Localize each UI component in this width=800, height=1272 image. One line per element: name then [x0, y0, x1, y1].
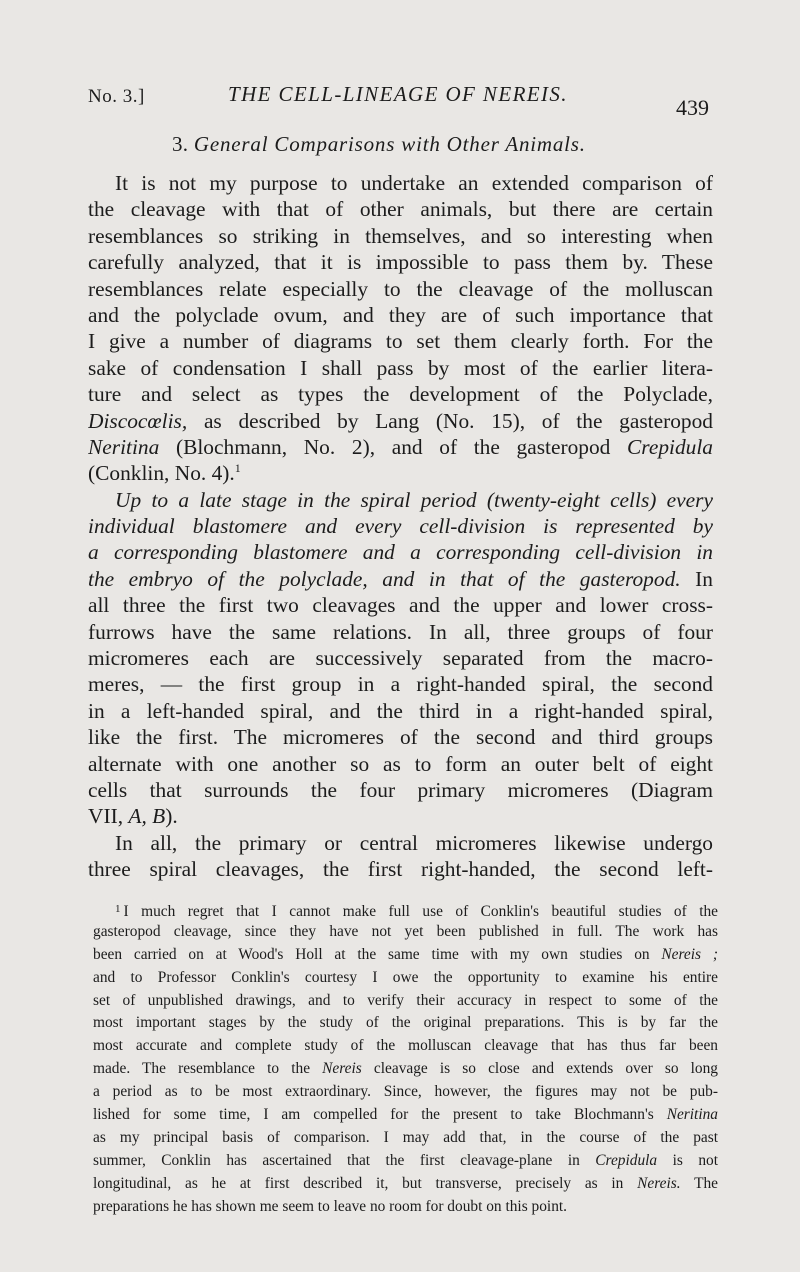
text-line	[88, 645, 713, 671]
text-run: individual blastomere and every cell-division is represented by	[88, 514, 713, 539]
italic-text: the embryo of the polyclade, and in that of the gasteropod.	[88, 566, 681, 591]
running-title: THE CELL-LINEAGE OF NEREIS.	[228, 82, 568, 106]
text-line	[88, 751, 713, 777]
text-run: as my principal basis of comparison. I may add that, in the course of the past	[93, 1128, 718, 1146]
text-line	[93, 1035, 718, 1058]
text-run: resemblances so striking in themselves, and so interesting when	[88, 223, 713, 248]
footnote-marker: 1	[115, 903, 121, 915]
text-run: preparations he has shown me seem to leave no room for doubt on this point.	[93, 1197, 568, 1215]
text-run: is not	[657, 1151, 718, 1169]
text-line	[88, 856, 713, 882]
text-run: made. The resemblance to the	[93, 1060, 323, 1078]
text-run: the cleavage with that of other animals, but there are certain	[88, 197, 713, 222]
italic-text: Crepidula	[595, 1151, 658, 1169]
text-line	[88, 830, 713, 856]
text-run: meres, — the first group in a right-handed spiral, the second	[88, 672, 713, 697]
text-line	[93, 898, 718, 921]
text-line	[93, 1150, 718, 1173]
text-line	[88, 170, 713, 196]
italic-text: Crepidula	[627, 434, 713, 459]
text-run: In	[680, 566, 713, 591]
text-run: It is not my purpose to undertake an extended comparison of	[115, 171, 713, 195]
italic-text: A, B	[128, 804, 166, 829]
text-line	[88, 619, 713, 645]
page-number: 439	[676, 95, 709, 120]
text-run: Up to a late stage in the spiral period (twenty-eight cells) every	[115, 487, 713, 512]
text-line	[88, 724, 713, 750]
text-line	[88, 698, 713, 724]
text-line	[88, 671, 713, 697]
text-run: a corresponding blastomere and a corresponding cell-division in	[88, 540, 713, 565]
text-line	[93, 1012, 718, 1035]
text-line	[88, 539, 713, 565]
text-line	[93, 1196, 718, 1219]
text-line	[88, 777, 713, 803]
text-line	[88, 566, 713, 592]
text-line	[88, 328, 713, 354]
issue-label: No. 3.]	[88, 86, 145, 107]
text-run: ture and select as types the development of the Polyclade,	[88, 382, 713, 407]
text-run: ).	[165, 804, 178, 829]
text-line	[88, 408, 713, 434]
text-run: lished for some time, I am compelled for the present to take Blochmann's	[93, 1106, 667, 1124]
italic-text: Neritina	[666, 1106, 718, 1124]
text-run: VII,	[88, 804, 129, 829]
text-line	[93, 990, 718, 1013]
section-heading	[172, 132, 586, 157]
text-run: micromeres each are successively separated from the macro-	[88, 646, 713, 671]
text-line	[88, 513, 713, 539]
text-run: and the polyclade ovum, and they are of such importance that	[88, 302, 713, 327]
text-line	[88, 434, 713, 460]
text-line	[93, 944, 718, 967]
text-run: as described by Lang (No. 15), of the gasteropod	[187, 408, 713, 433]
text-line	[88, 460, 713, 486]
text-run: been carried on at Wood's Holl at the same time with my own studies on	[93, 945, 662, 963]
italic-text: Nereis.	[637, 1174, 681, 1192]
text-run: In all, the primary or central micromeres likewise undergo	[115, 830, 713, 855]
text-run: longitudinal, as he at first described it, but transverse, precisely as in	[93, 1174, 638, 1192]
body-text	[88, 170, 713, 883]
text-line	[93, 1058, 718, 1081]
text-run: carefully analyzed, that it is impossible to pass them by. These	[88, 250, 713, 275]
text-line	[88, 196, 713, 222]
text-line	[93, 1127, 718, 1150]
text-run: and to Professor Conklin's courtesy I owe the opportunity to examine his entire	[93, 968, 718, 986]
text-run: set of unpublished drawings, and to verify their accuracy in respect to some of the	[93, 991, 718, 1009]
text-line	[88, 381, 713, 407]
text-run: cells that surrounds the four primary micromeres (Diagram	[88, 777, 713, 802]
text-line	[93, 1081, 718, 1104]
text-run: summer, Conklin has ascertained that the first cleavage-plane in	[93, 1151, 596, 1169]
text-line	[88, 355, 713, 381]
italic-text: Nereis	[322, 1060, 362, 1078]
text-run: cleavage is so close and extends over so long	[361, 1060, 718, 1078]
text-line	[88, 249, 713, 275]
paragraph-2	[88, 487, 713, 830]
text-run: furrows have the same relations. In all, three groups of four	[88, 619, 713, 644]
text-line	[93, 967, 718, 990]
text-run: gasteropod cleavage, since they have not yet been published in full. The work has	[93, 922, 718, 940]
italic-text: Nereis ;	[661, 945, 718, 963]
text-line	[88, 803, 713, 829]
footnote	[93, 898, 718, 1218]
text-line	[93, 1104, 718, 1127]
text-run: all three the first two cleavages and the upper and lower cross-	[88, 593, 713, 618]
text-run: most accurate and complete study of the molluscan cleavage that has thus far been	[93, 1037, 718, 1055]
text-run: resemblances relate especially to the cleavage of the molluscan	[88, 276, 713, 301]
text-run: (Conklin, No. 4).	[88, 461, 235, 486]
footnote-reference: 1	[234, 461, 241, 476]
text-run: in a left-handed spiral, and the third in a right-handed spiral,	[88, 698, 713, 723]
text-run: I much regret that I cannot make full use of Conklin's beautiful studies of the	[123, 903, 718, 920]
text-run: I give a number of diagrams to set them clearly forth. For the	[88, 329, 713, 354]
text-line	[93, 921, 718, 944]
italic-text: Neritina	[88, 434, 160, 459]
text-line	[88, 487, 713, 513]
text-run: The	[680, 1174, 718, 1192]
text-line	[88, 276, 713, 302]
section-number: 3.	[172, 132, 189, 156]
text-run: three spiral cleavages, the first right-handed, the second left-	[88, 857, 713, 882]
paragraph-3	[88, 830, 713, 883]
section-title: General Comparisons with Other Animals.	[193, 132, 586, 156]
paragraph-1	[88, 170, 713, 487]
text-run: a period as to be most extraordinary. Since, however, the figures may not be pub-	[93, 1083, 718, 1101]
text-line	[88, 223, 713, 249]
text-line	[88, 302, 713, 328]
italic-text: Discocœlis,	[88, 408, 188, 433]
text-line	[88, 592, 713, 618]
text-line	[93, 1173, 718, 1196]
text-run: most important stages by the study of the original preparations. This is by far the	[93, 1014, 718, 1032]
text-run: alternate with one another so as to form an outer belt of eight	[88, 751, 713, 776]
text-run: (Blochmann, No. 2), and of the gasteropod	[159, 434, 628, 459]
text-run: like the first. The micromeres of the second and third groups	[88, 725, 713, 750]
text-run: sake of condensation I shall pass by most of the earlier litera-	[88, 355, 713, 380]
